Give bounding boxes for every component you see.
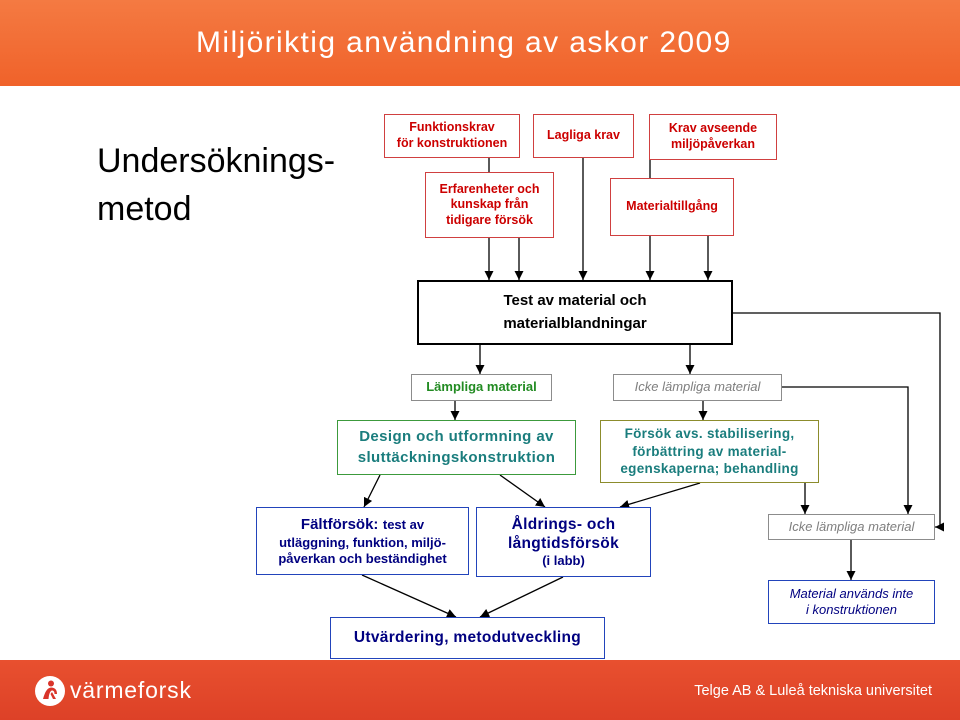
box-text: Lämpliga material [426,379,537,395]
slide-title: Miljöriktig användning av askor 2009 [196,26,732,59]
box-krav-miljopaverkan [649,114,777,160]
header-banner [0,0,960,86]
box-text: tidigare försök [446,212,533,227]
heading-line: Undersöknings- [97,142,336,180]
box-forsok-stabilisering [600,420,819,483]
box-text: Åldrings- och [511,515,616,533]
box-text: sluttäckningskonstruktion [357,448,556,466]
box-lampliga-material [411,374,552,401]
box-text: i konstruktionen [805,602,898,617]
box-utvardering [330,617,605,659]
section-heading [97,137,335,233]
box-lagliga-krav [533,114,634,158]
box-text: utläggning, funktion, miljö- [279,534,446,550]
arrow-design-to-faltforsok [364,475,380,507]
footer-banner [0,660,960,720]
box-text: Försök avs. stabilisering, [624,426,795,442]
box-materialtillgang [610,178,734,236]
box-text: förbättring av material- [632,443,787,459]
box-text: Materialtillgång [626,199,718,214]
box-text: Material används inte [789,585,914,601]
logo-text: värmeforsk [70,677,192,703]
box-text: Erfarenheter och [439,181,540,196]
box-text: Test av material och [503,292,647,309]
box-text: materialblandningar [503,314,647,332]
box-funktionskrav [384,114,520,158]
box-text: (i labb) [542,553,585,569]
box-text: Icke lämpliga material [788,518,915,534]
box-text: Utvärdering, metodutveckling [353,629,582,647]
box-text-lead: Fältförsök: [300,515,379,533]
box-text: för konstruktionen [396,136,508,150]
box-text: påverkan och beständighet [278,551,447,566]
box-text-line [301,515,424,535]
footer-credit: Telge AB & Luleå tekniska universitet [694,683,932,699]
heading-line: metod [97,190,192,228]
box-material-anvands-inte [768,580,935,624]
arrow-forsok-to-aldrings [620,483,700,507]
box-text: Lagliga krav [547,128,620,143]
arrow-design-to-aldrings [500,475,545,507]
box-text: långtidsförsök [508,534,619,552]
box-text: Funktionskrav [409,120,495,135]
box-text: Krav avseende [668,121,758,136]
box-text: miljöpåverkan [670,137,756,151]
box-text: kunskap från [450,197,529,212]
box-aldringsforsok [476,507,651,577]
box-icke-lampliga-material [613,374,782,401]
box-text: Icke lämpliga material [634,379,761,395]
box-text: egenskaperna; behandling [620,461,799,477]
box-icke-lampliga-material-2 [768,514,935,540]
arrow-aldrings-to-utvardering [480,577,563,617]
box-faltforsok [256,507,469,575]
varmeforsk-logo-icon [34,675,66,707]
box-text: test av [382,516,425,532]
box-erfarenheter [425,172,554,238]
box-test-material [417,280,733,345]
box-design [337,420,576,475]
box-text: Design och utformning av [359,428,554,446]
arrow-faltforsok-to-utvardering [362,575,456,617]
